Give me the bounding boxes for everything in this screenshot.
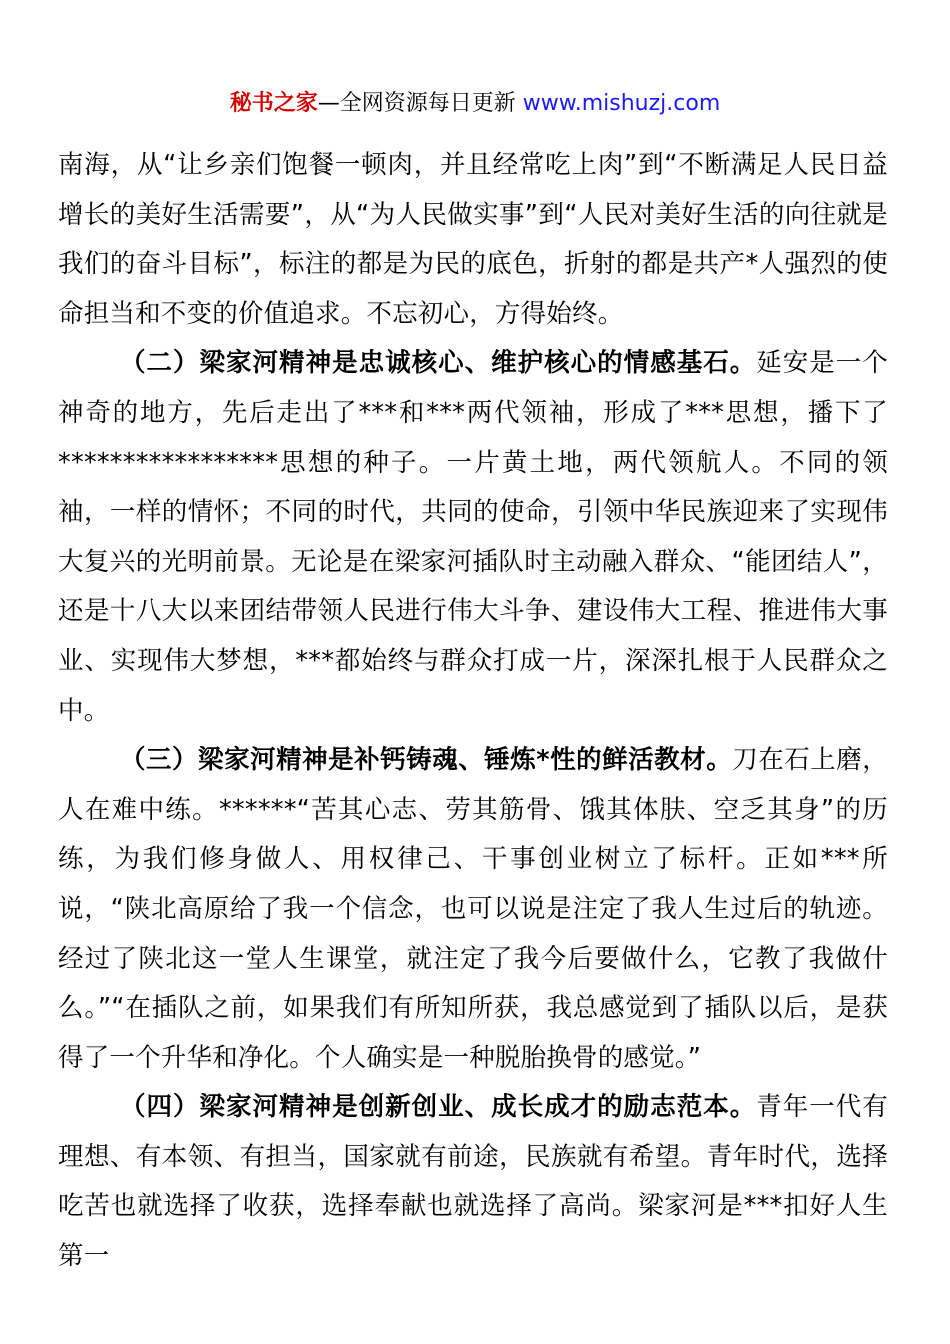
paragraph-1-text: 南海，从“让乡亲们饱餐一顿肉，并且经常吃上肉”到“不断满足人民日益增长的美好生活需要”，从“为人民做实事”到“人民对美好生活的向往就是我们的奋斗目标”，标注的都是为民的底色，折射的都是共产*人强烈的使命担当和不变的价值追求。不忘初心，方得始终。 (58, 150, 888, 329)
page-header (0, 88, 950, 120)
paragraph-2 (58, 339, 888, 736)
paragraph-3-heading: （三）梁家河精神是补钙铸魂、锤炼*性的鲜活教材。 (120, 745, 733, 776)
document-body (58, 141, 888, 1282)
paragraph-3 (58, 736, 888, 1083)
paragraph-1 (58, 141, 888, 339)
header-slogan: —全网资源每日更新 (317, 91, 523, 116)
header-url-link[interactable]: www.mishuzj.com (522, 91, 721, 116)
paragraph-4-text: 青年一代有理想、有本领、有担当，国家就有前途，民族就有希望。青年时代，选择吃苦也就选择了收获，选择奉献也就选择了高尚。梁家河是***扣好人生第一 (58, 1092, 888, 1272)
paragraph-4-heading: （四）梁家河精神是创新创业、成长成才的励志范本。 (120, 1092, 757, 1123)
paragraph-4 (58, 1083, 888, 1281)
paragraph-3-text: 刀在石上磨，人在难中练。******“苦其心志、劳其筋骨、饿其体肤、空乏其身”的历练，为我们修身做人、用权律己、干事创业树立了标杆。正如***所说，“陕北高原给了我一个信念，也可以说是注定了我人生过后的轨迹。经过了陕北这一堂人生课堂，就注定了我今后要做什么，它教了我做什么。”“在插队之前，如果我们有所知所获，我总感觉到了插队以后，是获得了一个升华和净化。个人确实是一种脱胎换骨的感觉。” (58, 745, 888, 1073)
paragraph-2-heading: （二）梁家河精神是忠诚核心、维护核心的情感基石。 (120, 348, 757, 379)
header-brand: 秘书之家 (229, 91, 318, 116)
paragraph-2-text: 延安是一个神奇的地方，先后走出了***和***两代领袖，形成了***思想，播下了*****************思想的种子。一片黄土地，两代领航人。不同的领袖，一样的情怀；不同的时代，共同的使命，引领中华民族迎来了实现伟大复兴的光明前景。无论是在梁家河插队时主动融入群众、“能团结人”，还是十八大以来团结带领人民进行伟大斗争、建设伟大工程、推进伟大事业、实现伟大梦想，***都始终与群众打成一片，深深扎根于人民群众之中。 (58, 348, 888, 726)
